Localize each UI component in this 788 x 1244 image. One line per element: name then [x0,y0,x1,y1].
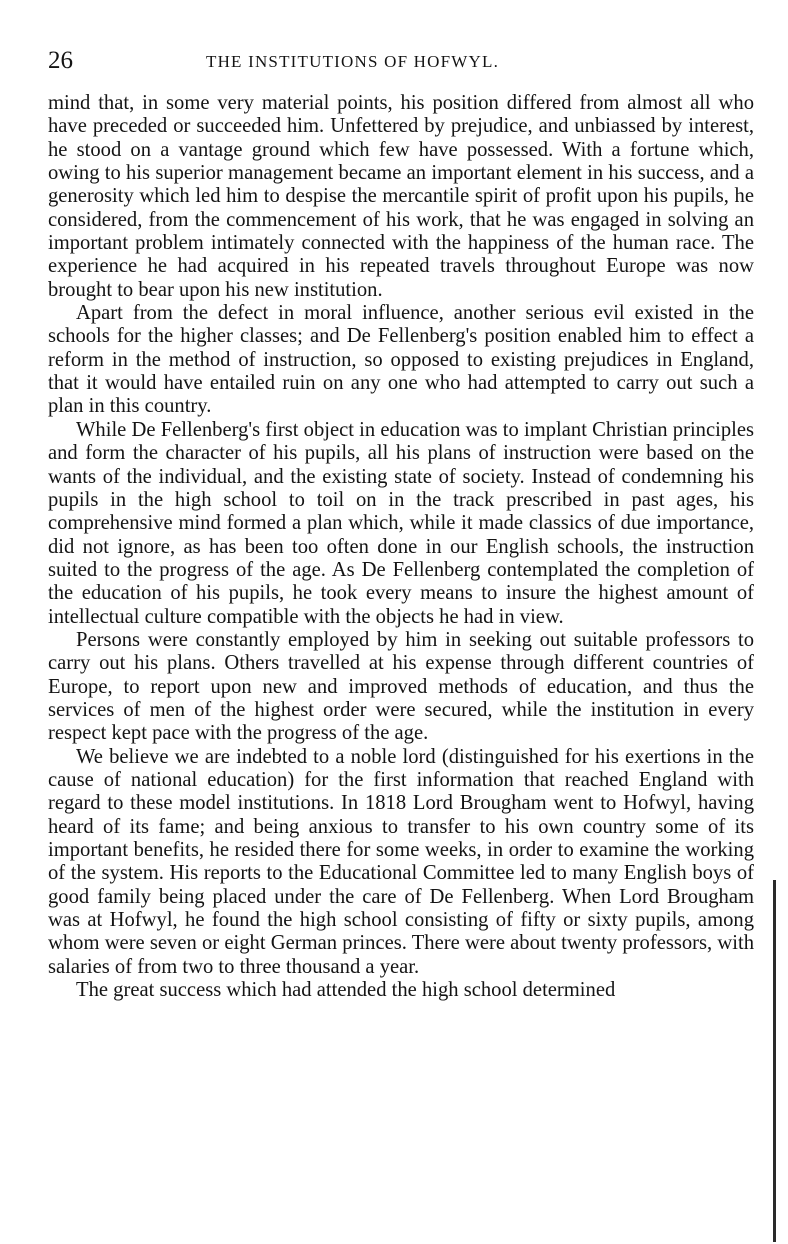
paragraph-defect-in-moral-influence: Apart from the defect in moral influence, another serious evil existed in the schools for the higher classes; and De Fellenberg's position enabled him to effect a reform in the method of instruction, so opposed to existing prejudices in England, that it would have entailed ruin on any one who had attempted to carry out such a plan in this country. [48,302,754,418]
paragraph-first-object-in-education: While De Fellenberg's first object in education was to implant Christian principles and form the character of his pupils, all his plans of instruction were based on the wants of the individual, and the existing state of society. Instead of condemning his pupils in the high school to toil on in the track prescribed in past ages, his comprehensive mind formed a plan which, while it made classics of due importance, did not ignore, as has been too often done in our English schools, the instruction suited to the progress of the age. As De Fellenberg contemplated the completion of the education of his pupils, he took every means to insure the highest amount of intellectual culture compatible with the objects he had in view. [48,418,754,628]
running-title: THE INSTITUTIONS OF HOFWYL. [206,52,500,71]
paragraph-lord-brougham: We believe we are indebted to a noble lord (distinguished for his exertions in the cause of national education) for the first information that reached England with regard to these model institutions. In 1818 Lord Brougham went to Hofwyl, having heard of its fame; and being anxious to transfer to his own country some of its important benefits, he resided there for some weeks, in order to examine the working of the system. His reports to the Educational Committee led to many English boys of good family being placed under the care of De Fellenberg. When Lord Brougham was at Hofwyl, he found the high school consisting of fifty or sixty pupils, among whom were seven or eight German princes. There were about twenty professors, with salaries of from two to three thousand a year. [48,745,754,978]
paragraph-great-success: The great success which had attended the high school determined [76,979,616,1002]
page-number: 26 [48,47,73,74]
page-header [48,44,760,78]
page-edge-rule [773,880,776,1242]
body-text [48,92,754,1002]
paragraph-professors-employed: Persons were constantly employed by him in seeking out suitable professors to carry out his plans. Others travelled at his expense through different countries of Europe, to report upon new and improved methods of education, and thus the services of men of the highest order were secured, while the institution in every respect kept pace with the progress of the age. [48,628,754,745]
paragraph-continued: mind that, in some very material points, his position differed from almost all who have preceded or succeeded him. Unfettered by prejudice, and unbiassed by interest, he stood on a vantage ground which few have possessed. With a fortune which, owing to his superior management became an important element in his success, and a generosity which led him to despise the mercantile spirit of profit upon his pupils, he considered, from the commencement of his work, that he was engaged in solving an important problem intimately connected with the happiness of the human race. The experience he had acquired in his repeated travels throughout Europe was now brought to bear upon his new institution. [48,92,754,301]
